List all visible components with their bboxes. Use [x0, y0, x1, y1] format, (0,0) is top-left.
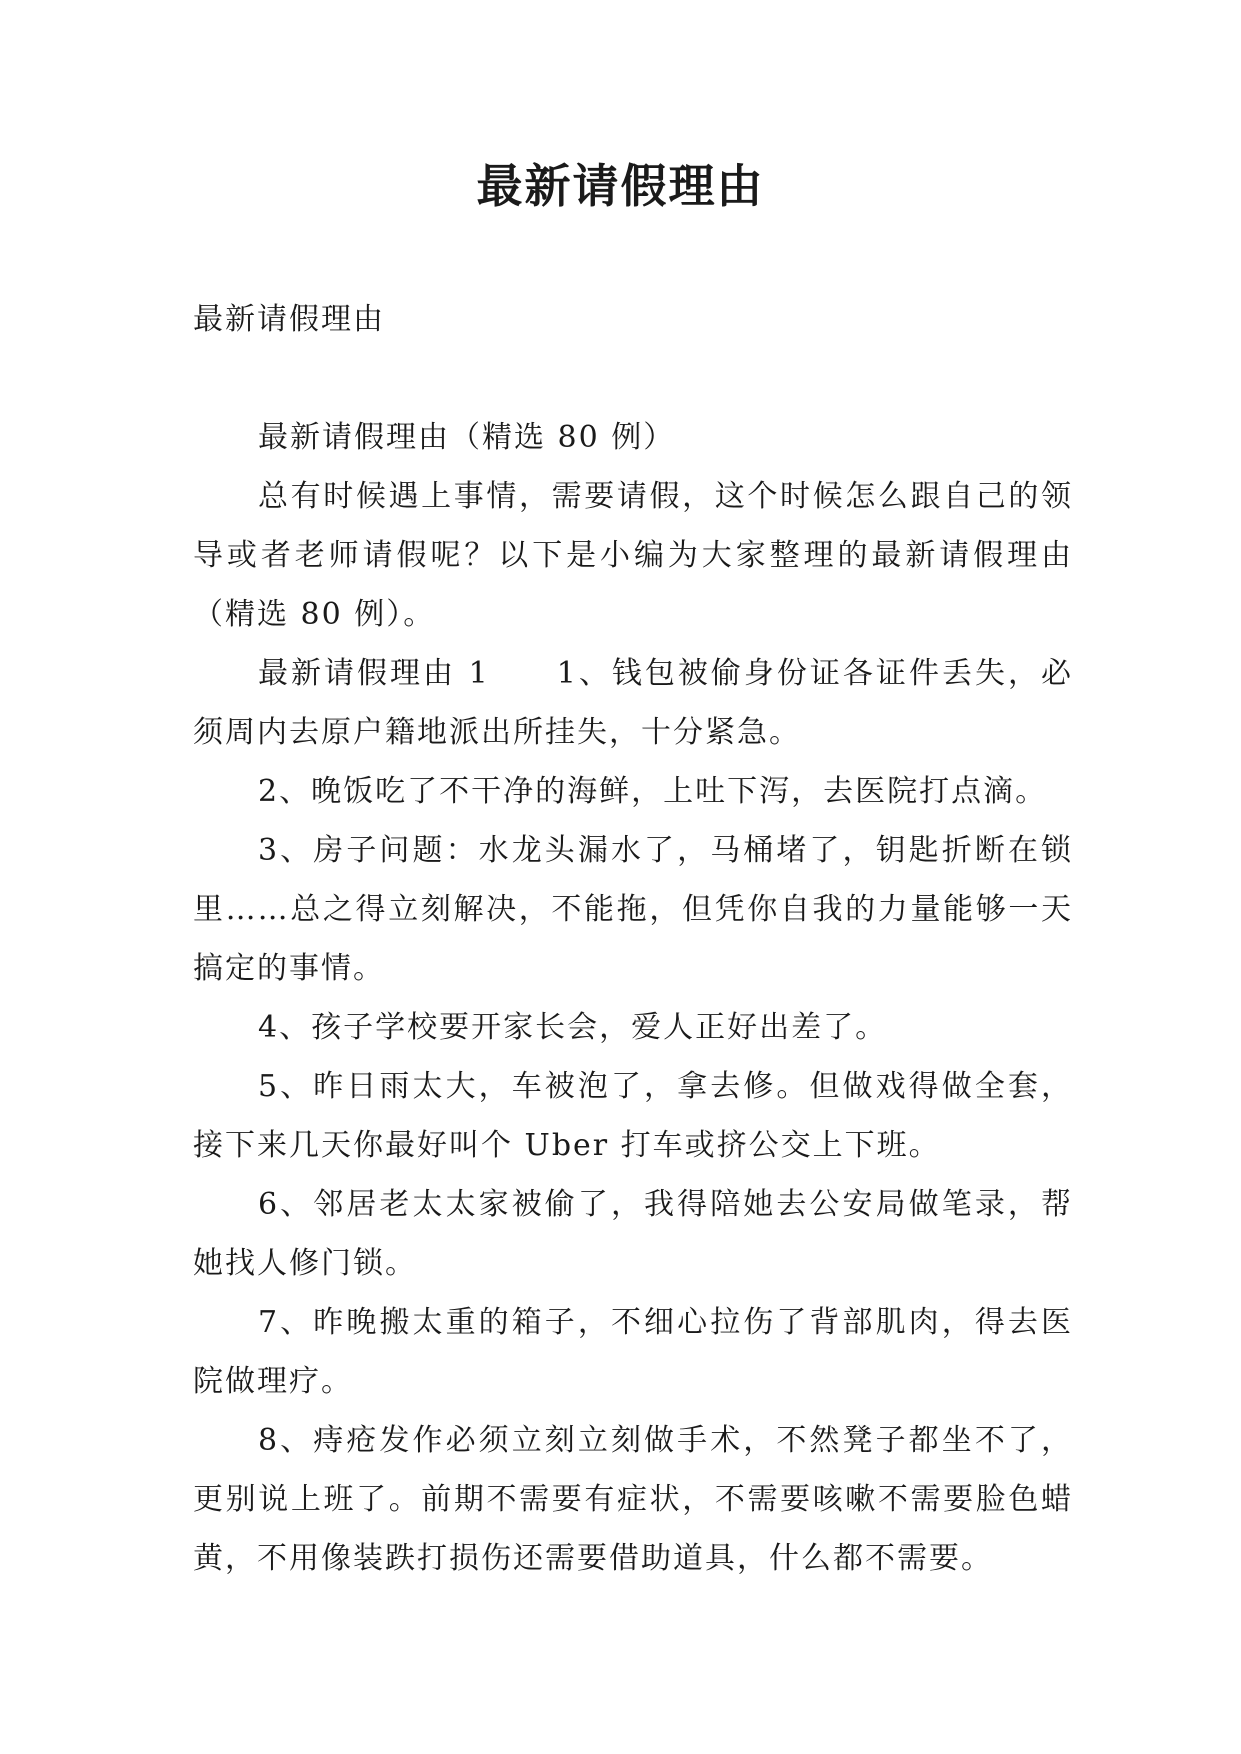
- paragraph: 8、痔疮发作必须立刻立刻做手术，不然凳子都坐不了，更别说上班了。前期不需要有症状，不需要咳嗽不需要脸色蜡黄，不用像装跌打损伤还需要借助道具，什么都不需要。: [193, 1423, 1073, 1576]
- document-title: 最新请假理由: [476, 159, 765, 213]
- paragraph: 6、邻居老太太家被偷了，我得陪她去公安局做笔录，帮她找人修门锁。: [193, 1187, 1073, 1281]
- document-subtitle: 最新请假理由: [193, 302, 385, 337]
- paragraph: 7、昨晚搬太重的箱子，不细心拉伤了背部肌肉，得去医院做理疗。: [193, 1305, 1073, 1399]
- paragraph: 总有时候遇上事情，需要请假，这个时候怎么跟自己的领导或者老师请假呢？以下是小编为大家整理的最新请假理由（精选 80 例）。: [193, 479, 1073, 632]
- paragraph: 5、昨日雨太大，车被泡了，拿去修。但做戏得做全套，接下来几天你最好叫个 Uber 打车或挤公交上下班。: [193, 1069, 1073, 1163]
- document-body: [193, 408, 1073, 1588]
- paragraph: 最新请假理由（精选 80 例）: [258, 420, 676, 455]
- paragraph: 4、孩子学校要开家长会，爱人正好出差了。: [258, 1010, 888, 1045]
- paragraph: 最新请假理由 1 1、钱包被偷身份证各证件丢失，必须周内去原户籍地派出所挂失，十分紧急。: [193, 656, 1073, 750]
- paragraph: 2、晚饭吃了不干净的海鲜，上吐下泻，去医院打点滴。: [258, 774, 1048, 809]
- paragraph: 3、房子问题：水龙头漏水了，马桶堵了，钥匙折断在锁里……总之得立刻解决，不能拖，但凭你自我的力量能够一天搞定的事情。: [193, 833, 1073, 986]
